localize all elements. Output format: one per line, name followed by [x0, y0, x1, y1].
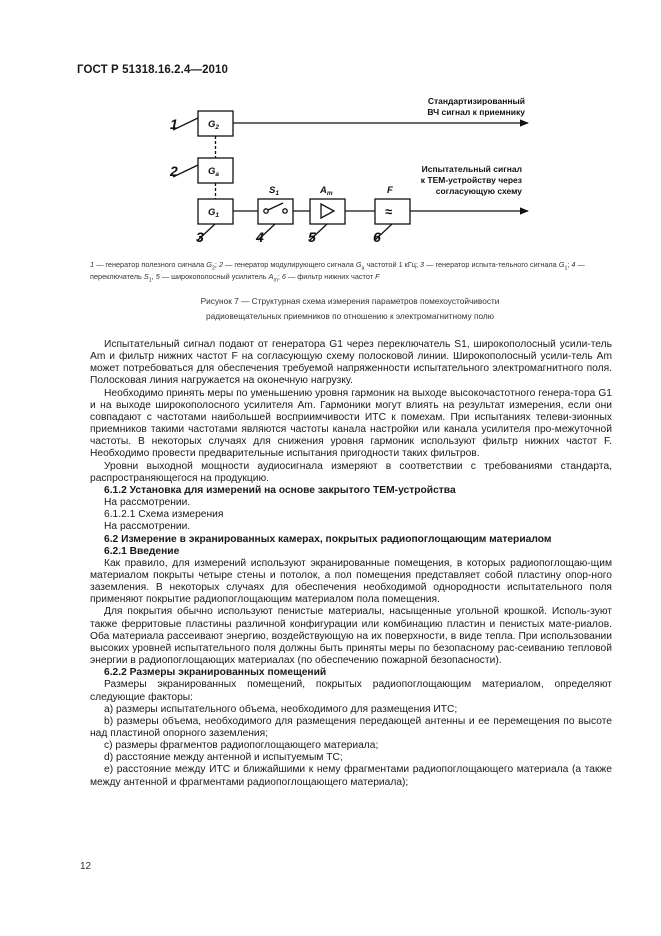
- paragraph: На рассмотрении.: [104, 521, 191, 533]
- output-top-label-line2: ВЧ сигнал к приемнику: [427, 107, 525, 117]
- list-item: b) размеры объема, необходимого для размещения передающей антенны и ее перемещения по высоте над пластиной опорного заземления;: [90, 715, 612, 739]
- callout-1: 1: [170, 116, 178, 132]
- g2-label: $G_2$: [208, 119, 220, 131]
- section-heading: 6.2.1 Введение: [104, 545, 180, 557]
- s1-label: $S_1$: [269, 185, 279, 197]
- output-right-label-line3: согласующую схему: [435, 186, 522, 196]
- g1-label: $G_1$: [208, 207, 220, 219]
- amplifier-block: [310, 199, 345, 224]
- callout-6: 6: [373, 229, 381, 245]
- section-heading: 6.1.2 Установка для измерений на основе закрытого ТЕМ-устройства: [104, 484, 456, 496]
- output-right-label-line2: к ТЕМ-устройству через: [420, 175, 522, 185]
- switch-contact-left: [264, 209, 268, 213]
- output-top-label-line1: Стандартизированный: [427, 96, 525, 106]
- f-label: F: [387, 185, 393, 196]
- figure-legend: 1 — генератор полезного сигнала $G_2$; 2 — генератор модулирующего сигнала $G_a$ частотой 1 кГц; 3 — генератор испыта-тельного сигнала $G_1$; 4 — переключатель $S_1$, 5 — широкополосный усилитель $A_m$; 6 — фильтр нижних частот F: [90, 260, 585, 284]
- paragraph: Необходимо принять меры по уменьшению уровня гармоник на выходе высокочастотного генера-тора G1 и на выходе широкополосного усилителя Am. Гармоники могут влиять на результат измерения, если они совпадают с частотами наибольшей восприимчивости ИТС к помехам. При испытаниях телеви-зионных приемников такими частотами являются частоты канала настройки или канала усилителя про-межуточной частоты. В некоторых случаях для снижения уровня гармоник используют фильтр нижних частот F. Необходимо провести предварительные испытания пригодности таких фильтров.: [90, 387, 612, 460]
- filter-block: [375, 199, 410, 224]
- callout-5: 5: [308, 229, 316, 245]
- ga-label: $G_a$: [208, 166, 220, 178]
- block-diagram: [0, 0, 661, 260]
- list-item: a) размеры испытательного объема, необходимого для размещения ИТС;: [104, 703, 458, 715]
- paragraph: Как правило, для измерений используют экранированные помещения, в которых радиопоглощаю-щим материалом покрыты четыре стены и потолок, а пол помещения представляет собой пластину опор-ного заземления. В некоторых случаях для обеспечения необходимой однородности испытательного поля применяют покрытие радиопоглощающим материалом пола помещения.: [90, 557, 612, 606]
- paragraph: Для покрытия обычно используют пенистые материалы, насыщенные угольной крошкой. Исполь-зуют также ферритовые пластины различной конфигурации или комбинацию пластин и пенистых мате-риалов. Оба материала рассеивают энергию, воздействующую на их поверхности, в виде тепла. При использовании высоких уровней испытательного поля должны быть приняты меры по безопасному рас-сеиванию тепловой энергии в радиопоглощающих материалах (по обеспечению пожарной безопасности).: [90, 606, 612, 667]
- callout-4: 4: [256, 229, 264, 245]
- list-item: d) расстояние между антенной и испытуемым ТС;: [104, 752, 343, 764]
- section-heading: 6.2 Измерение в экранированных камерах, покрытых радиопоглощающим материалом: [104, 533, 552, 545]
- paragraph: Уровни выходной мощности аудиосигнала измеряют в соответствии с требованиями стандарта, распространяющегося на продукцию.: [90, 460, 612, 484]
- output-right-label-line1: Испытательный сигнал: [421, 164, 522, 174]
- callout-3: 3: [196, 229, 204, 245]
- switch-arm: [268, 203, 283, 210]
- amplifier-triangle-icon: [321, 204, 334, 218]
- list-item: c) размеры фрагментов радиопоглощающего материала;: [104, 740, 379, 752]
- figure-caption-line2: радиовещательных приемников по отношению к электромагнитному полю: [206, 311, 494, 321]
- paragraph: На рассмотрении.: [104, 497, 191, 509]
- paragraph: Размеры экранированных помещений, покрытых радиопоглощающим материалом, определяют следующие факторы:: [90, 679, 612, 703]
- callout-2: 2: [170, 163, 178, 179]
- paragraph: Испытательный сигнал подают от генератора G1 через переключатель S1, широкополосный усили-тель Am и фильтр нижних частот F на согласующую схему полосковой линии. Широкополосный усили-тель Am может потребоваться для обеспечения требуемой напряженности испытательного электромагнитного поля. Полосковая линия нагружается на оконечную нагрузку.: [90, 339, 612, 387]
- filter-symbol-icon: ≈: [385, 204, 393, 219]
- subsection-title: 6.1.2.1 Схема измерения: [104, 509, 224, 521]
- am-label: $A_m$: [320, 185, 333, 197]
- page-number: 12: [80, 861, 92, 872]
- section-heading: 6.2.2 Размеры экранированных помещений: [104, 667, 327, 679]
- document-header: ГОСТ Р 51318.16.2.4—2010: [77, 64, 229, 76]
- switch-contact-right: [283, 209, 287, 213]
- figure-caption-line1: Рисунок 7 — Структурная схема измерения параметров помехоустойчивости: [200, 296, 500, 306]
- list-item: e) расстояние между ИТС и ближайшими к нему фрагментами радиопоглощающего материала (а также между антенной и фрагментами радиопоглощающего материала);: [90, 764, 612, 788]
- body-text: [90, 339, 612, 789]
